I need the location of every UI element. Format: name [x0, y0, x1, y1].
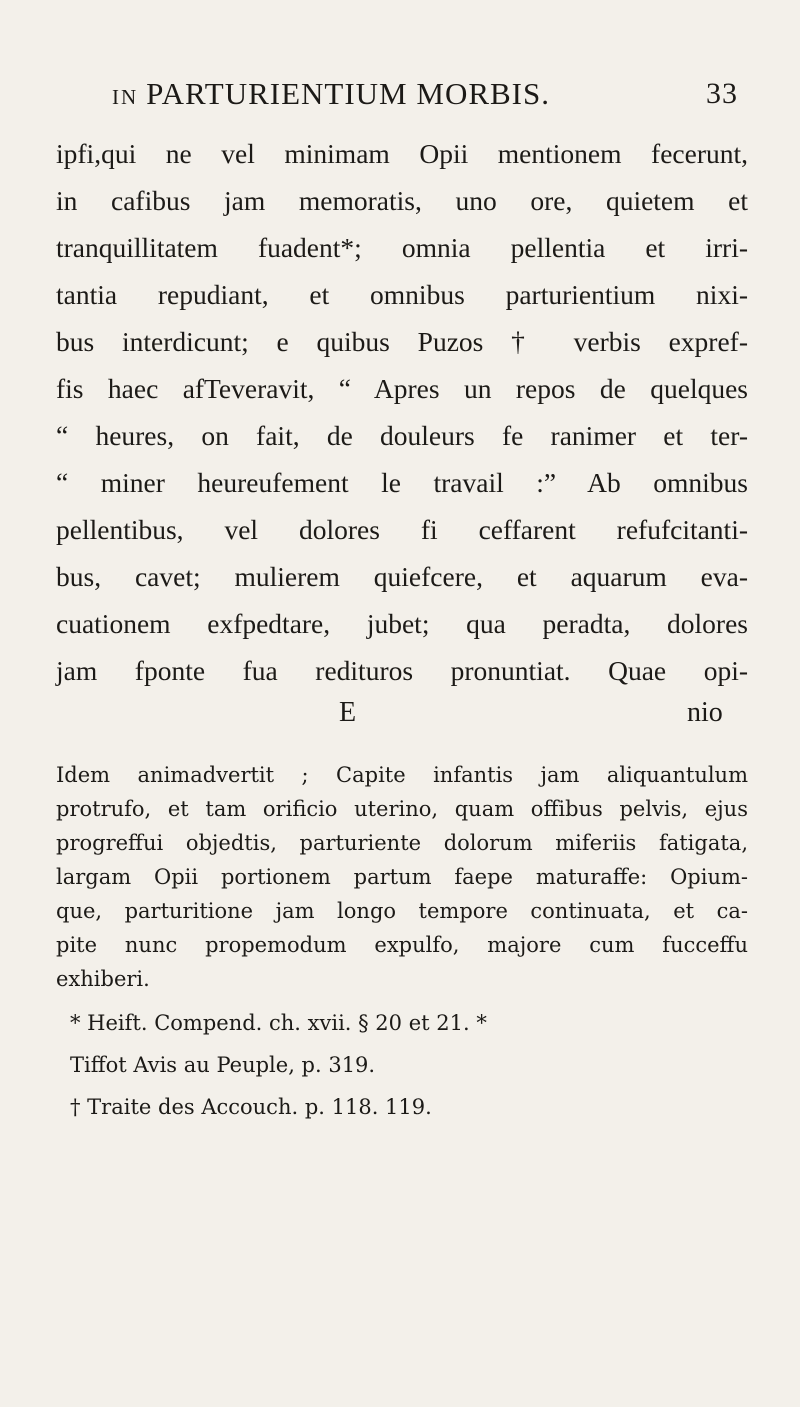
text-line: jam fponte fua redituros pronuntiat. Quae opi-: [56, 655, 748, 686]
text-line: cuationem exfpedtare, jubet; qua peradta, dolores: [56, 608, 748, 639]
running-head: [112, 76, 752, 120]
running-head-title: PARTURIENTIUM MORBIS.: [146, 76, 550, 111]
text-line: fis haec afTeveravit, “ Apres un repos de quelques: [56, 373, 748, 404]
note-line: protrufo, et tam orificio uterino, quam offibus pelvis, ejus: [56, 797, 748, 821]
note-line: que, parturitione jam longo tempore continuata, et ca-: [56, 899, 748, 923]
text-line: pellentibus, vel dolores fi ceffarent refufcitanti-: [56, 514, 748, 545]
footnote-line: † Traite des Accouch. p. 118. 119.: [70, 1095, 432, 1119]
note-line: largam Opii portionem partum faepe maturaffe: Opium-: [56, 865, 748, 889]
text-line: ipfi,qui ne vel minimam Opii mentionem fecerunt,: [56, 138, 748, 169]
footnote-line: Tiffot Avis au Peuple, p. 319.: [70, 1053, 376, 1077]
note-line: Idem animadvertit ; Capite infantis jam aliquantulum: [56, 763, 748, 787]
footnote-line: * Heift. Compend. ch. xvii. § 20 et 21. *: [70, 1011, 487, 1035]
text-line: tantia repudiant, et omnibus parturientium nixi-: [56, 279, 748, 310]
text-line: “ miner heureufement le travail :” Ab omnibus: [56, 467, 748, 498]
text-line: in cafibus jam memoratis, uno ore, quietem et: [56, 185, 748, 216]
note-line: progreffui objedtis, parturiente dolorum miferiis fatigata,: [56, 831, 748, 855]
text-line: “ heures, on fait, de douleurs fe ranimer et ter-: [56, 420, 748, 451]
text-line: bus, cavet; mulierem quiefcere, et aquarum eva-: [56, 561, 748, 592]
text-line: tranquillitatem fuadent*; omnia pellentia et irri-: [56, 232, 748, 263]
catchword: nio: [687, 697, 723, 728]
page-number: 33: [706, 77, 738, 110]
text-line: bus interdicunt; e quibus Puzos † verbis expref-: [56, 326, 748, 357]
note-line: pite nunc propemodum expulfo, majore cum fucceffu: [56, 933, 748, 957]
running-head-prefix: IN: [112, 85, 139, 109]
signature-mark: E: [339, 697, 357, 728]
note-line: exhiberi.: [56, 967, 150, 991]
